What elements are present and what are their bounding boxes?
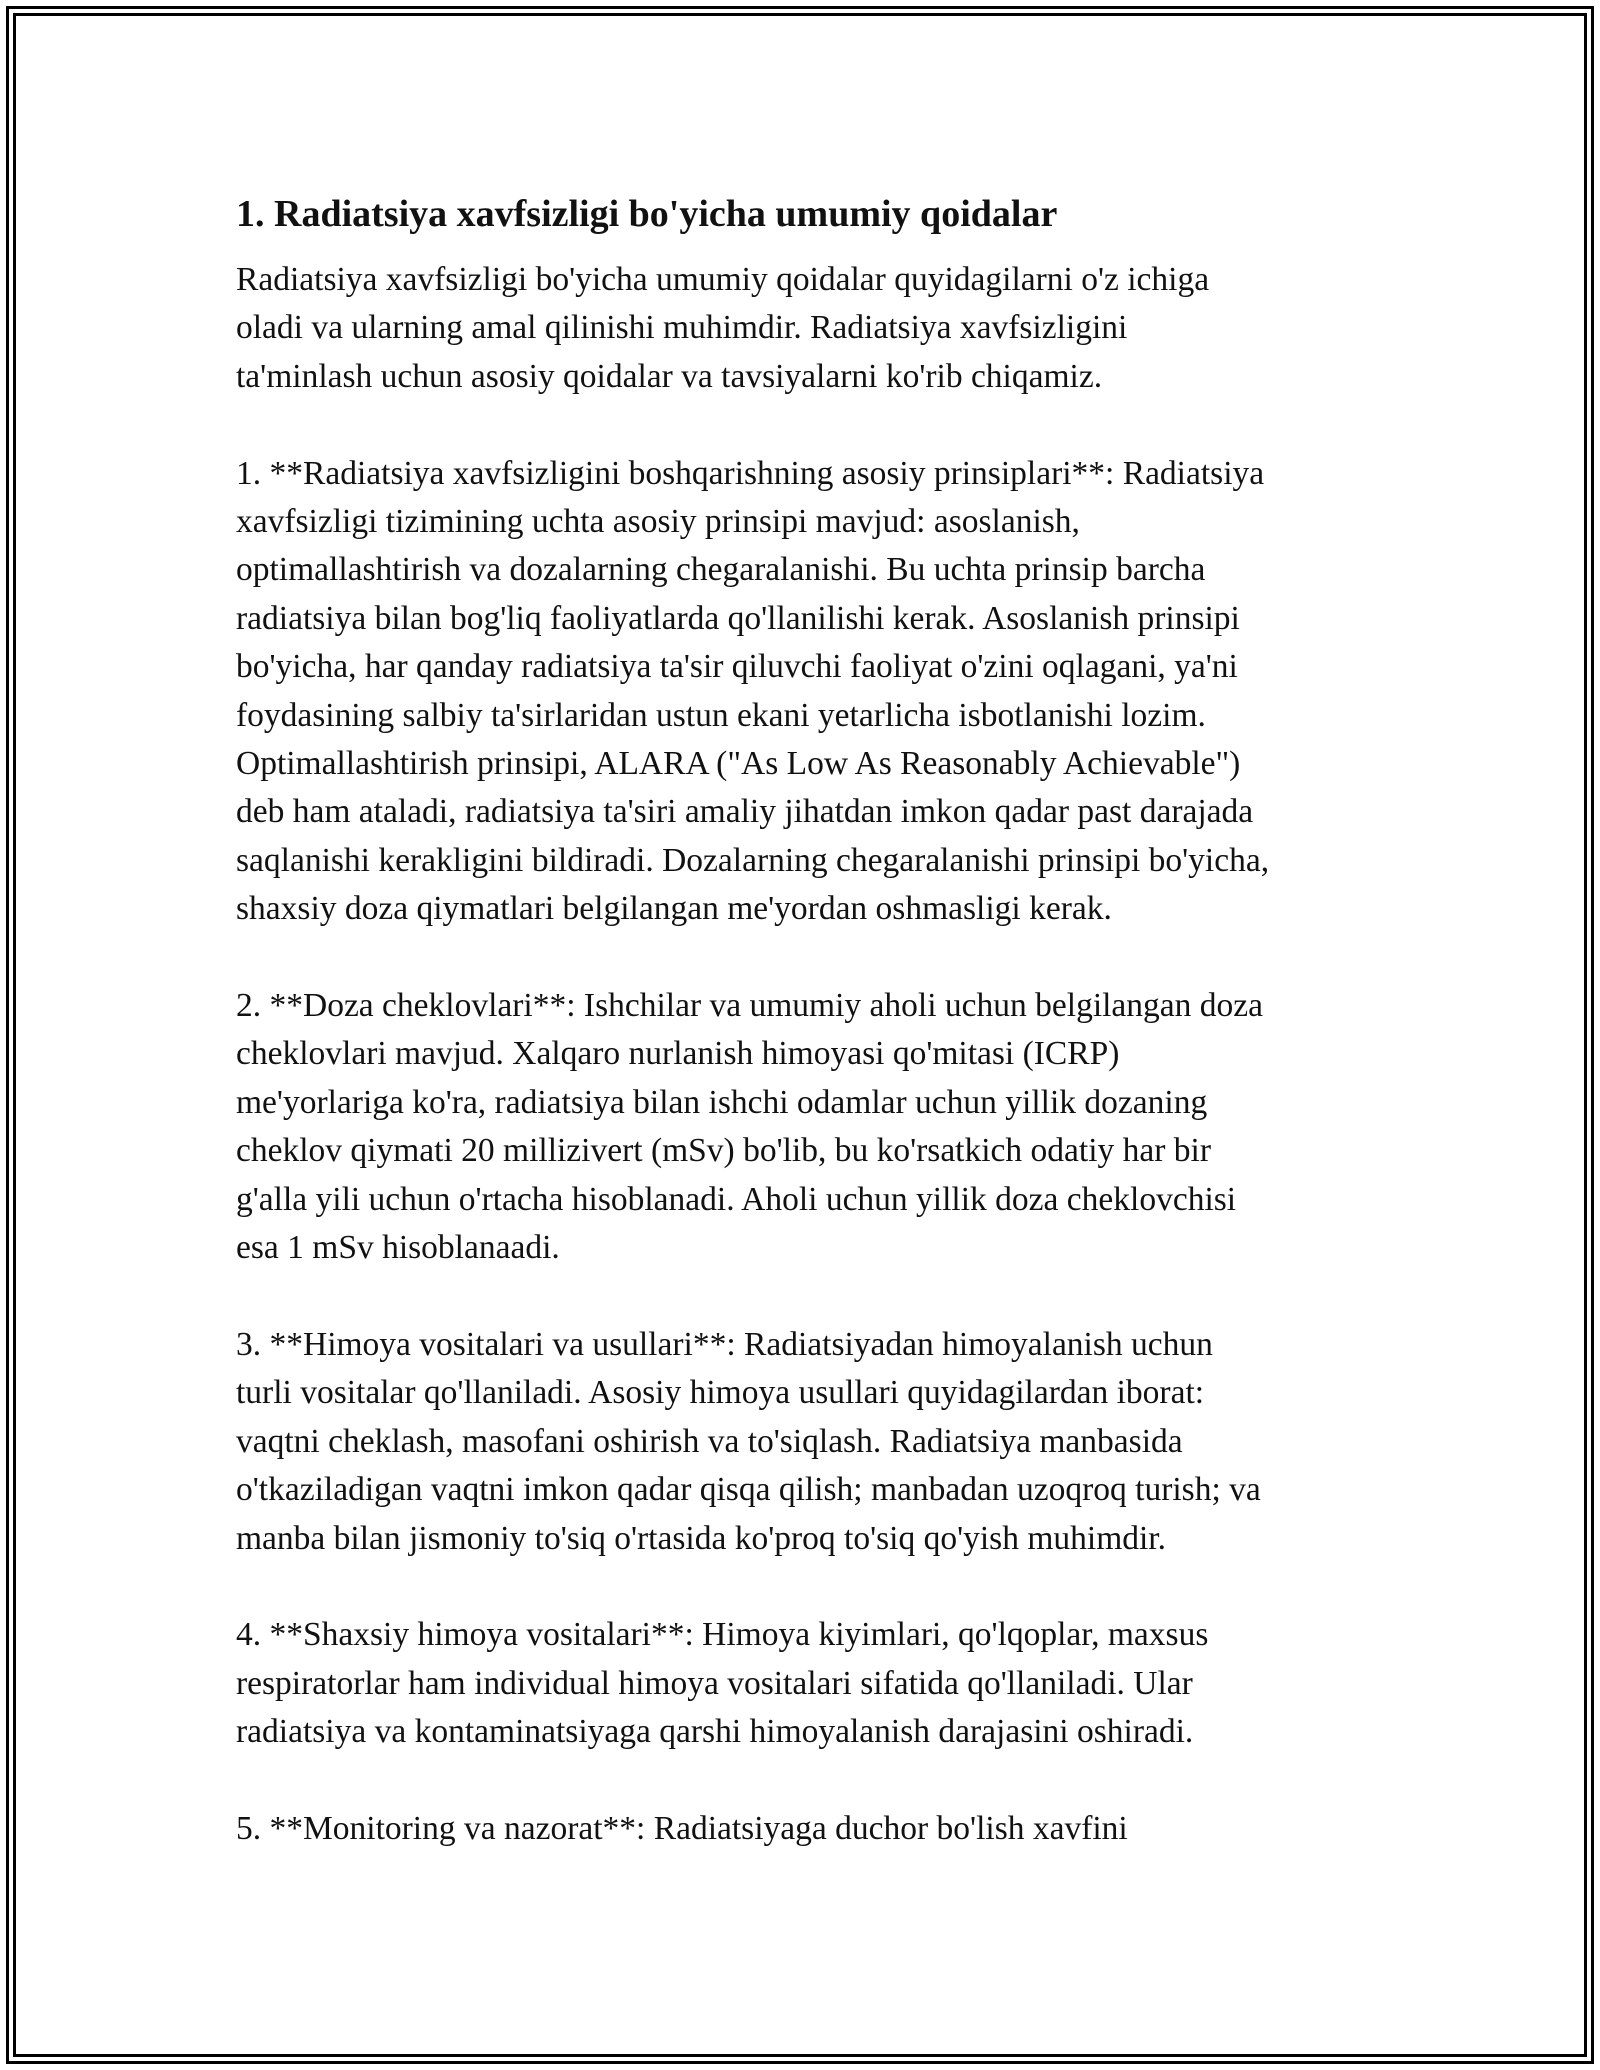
text-line: shaxsiy doza qiymatlari belgilangan me'yordan oshmasligi kerak.: [236, 890, 1112, 928]
principles-paragraph: [236, 450, 1376, 934]
text-line: 5. **Monitoring va nazorat**: Radiatsiyaga duchor bo'lish xavfini: [236, 1809, 1128, 1847]
personal-protection-paragraph: [236, 1611, 1376, 1756]
text-line: Optimallashtirish prinsipi, ALARA ("As Low As Reasonably Achievable"): [236, 745, 1241, 783]
text-line: foydasining salbiy ta'sirlaridan ustun ekani yetarlicha isbotlanishi lozim.: [236, 696, 1206, 734]
text-line: optimallashtirish va dozalarning chegaralanishi. Bu uchta prinsip barcha: [236, 551, 1206, 589]
section-heading: 1. Radiatsiya xavfsizligi bo'yicha umumiy qoidalar: [236, 193, 1058, 235]
text-line: 1. **Radiatsiya xavfsizligini boshqarishning asosiy prinsiplari**: Radiatsiya: [236, 454, 1265, 492]
text-line: oladi va ularning amal qilinishi muhimdir. Radiatsiya xavfsizligini: [236, 309, 1128, 347]
text-line: cheklovlari mavjud. Xalqaro nurlanish himoyasi qo'mitasi (ICRP): [236, 1035, 1120, 1073]
text-line: saqlanishi kerakligini bildiradi. Dozalarning chegaralanishi prinsipi bo'yicha,: [236, 841, 1270, 879]
text-line: xavfsizligi tizimining uchta asosiy prinsipi mavjud: asoslanish,: [236, 503, 1080, 541]
text-line: turli vositalar qo'llaniladi. Asosiy himoya usullari quyidagilardan iborat:: [236, 1374, 1205, 1412]
text-line: 4. **Shaxsiy himoya vositalari**: Himoya kiyimlari, qo'lqoplar, maxsus: [236, 1616, 1209, 1654]
text-line: ta'minlash uchun asosiy qoidalar va tavsiyalarni ko'rib chiqamiz.: [236, 357, 1103, 395]
text-line: bo'yicha, har qanday radiatsiya ta'sir qiluvchi faoliyat o'zini oqlagani, ya'ni: [236, 648, 1238, 686]
text-line: manba bilan jismoniy to'siq o'rtasida ko'proq to'siq qo'yish muhimdir.: [236, 1519, 1166, 1557]
text-line: Radiatsiya xavfsizligi bo'yicha umumiy qoidalar quyidagilarni o'z ichiga: [236, 261, 1210, 298]
text-line: deb ham ataladi, radiatsiya ta'siri amaliy jihatdan imkon qadar past darajada: [236, 793, 1254, 831]
text-line: o'tkaziladigan vaqtni imkon qadar qisqa qilish; manbadan uzoqroq turish; va: [236, 1471, 1261, 1509]
text-line: cheklov qiymati 20 millizivert (mSv) bo'lib, bu ko'rsatkich odatiy har bir: [236, 1132, 1212, 1170]
intro-paragraph: [236, 256, 1376, 401]
text-line: radiatsiya va kontaminatsiyaga qarshi himoyalanish darajasini oshiradi.: [236, 1713, 1194, 1751]
text-line: 3. **Himoya vositalari va usullari**: Radiatsiyadan himoyalanish uchun: [236, 1325, 1213, 1363]
text-line: vaqtni cheklash, masofani oshirish va to'siqlash. Radiatsiya manbasida: [236, 1422, 1183, 1460]
text-line: 2. **Doza cheklovlari**: Ishchilar va umumiy aholi uchun belgilangan doza: [236, 987, 1264, 1025]
dose-limits-paragraph: [236, 982, 1376, 1272]
text-line: esa 1 mSv hisoblanaadi.: [236, 1229, 560, 1267]
text-line: g'alla yili uchun o'rtacha hisoblanadi. Aholi uchun yillik doza cheklovchisi: [236, 1180, 1237, 1218]
text-line: respiratorlar ham individual himoya vositalari sifatida qo'llaniladi. Ular: [236, 1664, 1193, 1702]
text-line: radiatsiya bilan bog'liq faoliyatlarda qo'llanilishi kerak. Asoslanish prinsipi: [236, 599, 1240, 637]
document-body: [236, 186, 1376, 1902]
protection-methods-paragraph: [236, 1321, 1376, 1563]
text-line: me'yorlariga ko'ra, radiatsiya bilan ishchi odamlar uchun yillik dozaning: [236, 1083, 1208, 1121]
monitoring-paragraph: [236, 1805, 1376, 1853]
